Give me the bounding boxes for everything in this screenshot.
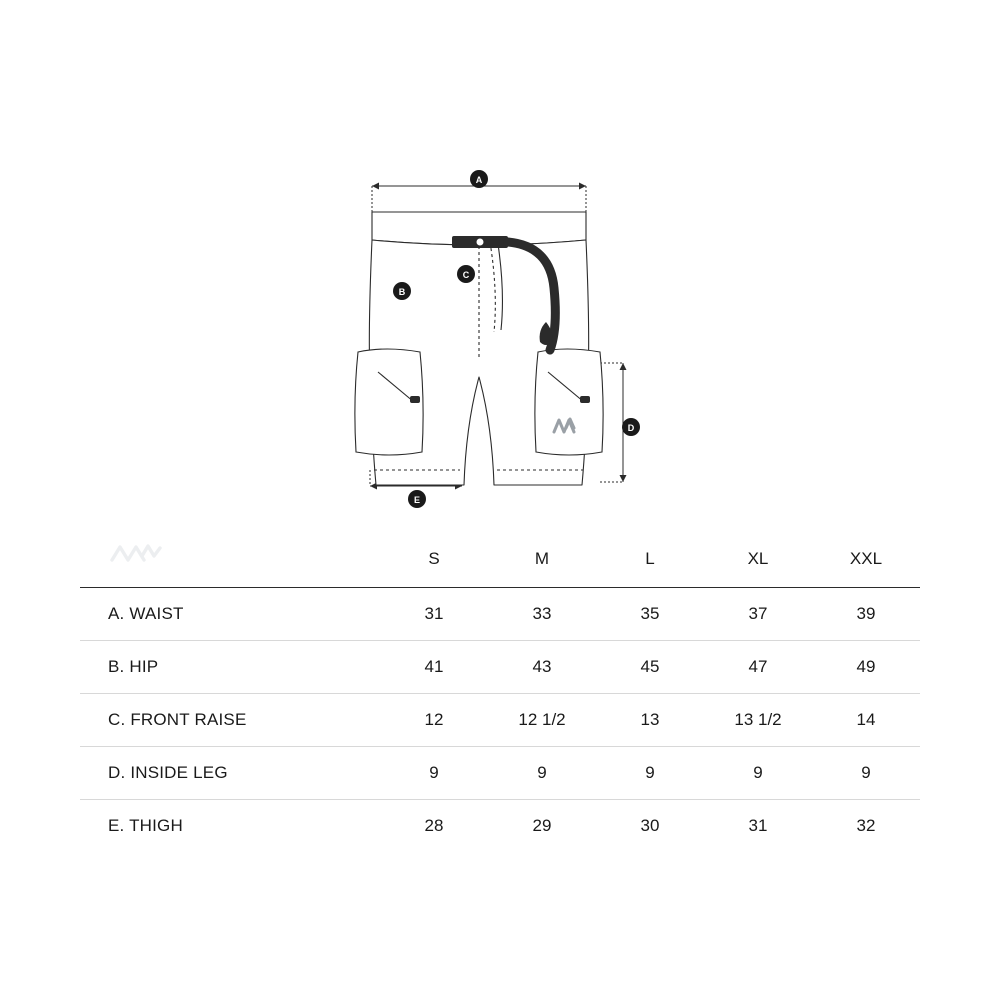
brand-logo-icon: [108, 542, 164, 564]
marker-c-label: C: [462, 270, 470, 280]
cell-front-raise-l: 13: [596, 694, 704, 747]
cell-front-raise-s: 12: [380, 694, 488, 747]
marker-b-label: B: [398, 287, 406, 297]
table-header: [80, 528, 920, 588]
cell-waist-xxl: 39: [812, 588, 920, 641]
brand-logo-cell: [80, 528, 380, 588]
table-row: [80, 800, 920, 853]
row-label-waist: A. WAIST: [80, 588, 380, 641]
cell-hip-l: 45: [596, 641, 704, 694]
cell-inside-leg-m: 9: [488, 747, 596, 800]
cell-inside-leg-xl: 9: [704, 747, 812, 800]
cell-inside-leg-s: 9: [380, 747, 488, 800]
table-row: [80, 694, 920, 747]
cell-waist-l: 35: [596, 588, 704, 641]
size-header-m: M: [534, 549, 550, 568]
cell-waist-xl: 37: [704, 588, 812, 641]
cell-hip-s: 41: [380, 641, 488, 694]
row-label-thigh: E. THIGH: [108, 816, 183, 835]
cell-front-raise-xl: 13 1/2: [704, 694, 812, 747]
cell-thigh-l: 30: [640, 816, 660, 835]
size-header-l: L: [645, 549, 655, 568]
cell-thigh-xl: 31: [748, 816, 768, 835]
table-row: [80, 747, 920, 800]
cell-hip-xl: 47: [704, 641, 812, 694]
row-label-front-raise: C. FRONT RAISE: [80, 694, 380, 747]
marker-e-label: E: [413, 495, 421, 505]
cell-inside-leg-xxl: 9: [812, 747, 920, 800]
table-body: [80, 588, 920, 853]
cell-waist-m: 33: [488, 588, 596, 641]
marker-d-label: D: [627, 423, 635, 433]
table-row: [80, 588, 920, 641]
cell-thigh-m: 29: [532, 816, 552, 835]
size-header-s: S: [428, 549, 440, 568]
size-header-xxl: XXL: [849, 549, 883, 568]
cell-front-raise-m: 12 1/2: [488, 694, 596, 747]
cell-hip-xxl: 49: [812, 641, 920, 694]
row-label-hip: B. HIP: [80, 641, 380, 694]
cell-hip-m: 43: [488, 641, 596, 694]
cell-thigh-s: 28: [424, 816, 444, 835]
row-label-inside-leg: D. INSIDE LEG: [80, 747, 380, 800]
cell-waist-s: 31: [380, 588, 488, 641]
cell-front-raise-xxl: 14: [812, 694, 920, 747]
table-header-row: [80, 528, 920, 588]
size-chart-table: [80, 528, 920, 852]
cell-inside-leg-l: 9: [596, 747, 704, 800]
marker-a-label: A: [475, 175, 483, 185]
table-row: [80, 641, 920, 694]
size-header-xl: XL: [747, 549, 769, 568]
cell-thigh-xxl: 32: [856, 816, 876, 835]
